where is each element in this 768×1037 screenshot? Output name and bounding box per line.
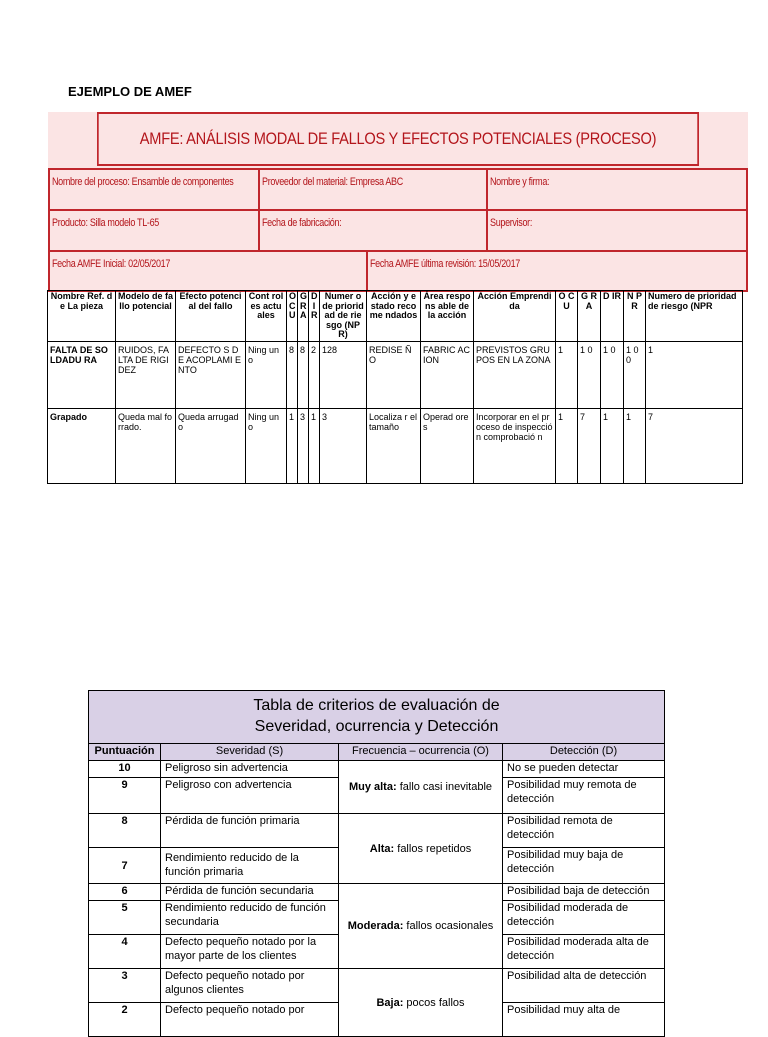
table-cell: 3 — [320, 408, 367, 483]
table-cell: 128 — [320, 341, 367, 408]
table-cell: 1 — [556, 408, 578, 483]
header-cell: Acción y estado recome ndados — [367, 291, 421, 342]
header-cell: O C U — [556, 291, 578, 342]
frequency-cell: Muy alta: fallo casi inevitable — [339, 761, 503, 814]
header-cell: Numero de prioridad de riesgo (NPR — [646, 291, 743, 342]
score-cell: 2 — [89, 1003, 161, 1037]
header-cell: D I R — [309, 291, 320, 342]
header-cell: Efecto potencial del fallo — [176, 291, 246, 342]
table-cell: 2 — [309, 341, 320, 408]
criteria-title: Tabla de criterios de evaluación de Severidad, ocurrencia y Detección — [89, 691, 665, 744]
criteria-row — [89, 969, 665, 1003]
frequency-cell: Moderada: fallos ocasionales — [339, 884, 503, 969]
severity-cell: Defecto pequeño notado por — [161, 1003, 339, 1037]
severity-cell: Peligroso sin advertencia — [161, 761, 339, 778]
table-cell: 1 — [287, 408, 298, 483]
table-cell: Queda arrugado — [176, 408, 246, 483]
table-cell: Grapado — [48, 408, 116, 483]
table-cell: 1 0 — [578, 341, 601, 408]
severity-cell: Defecto pequeño notado por la mayor parte de los clientes — [161, 935, 339, 969]
name-signature-field: Nombre y firma: — [486, 168, 748, 211]
detection-cell: Posibilidad moderada de detección — [503, 901, 665, 935]
table-cell: REDISE ÑO — [367, 341, 421, 408]
manufacture-date-field: Fecha de fabricación: — [258, 209, 488, 252]
table-cell: 7 — [646, 408, 743, 483]
table-cell: 1 — [309, 408, 320, 483]
criteria-row — [89, 761, 665, 778]
detection-cell: Posibilidad muy alta de — [503, 1003, 665, 1037]
table-cell: Queda mal forrado. — [116, 408, 176, 483]
table-header-row — [48, 291, 743, 342]
document-heading: EJEMPLO DE AMEF — [68, 84, 192, 99]
severity-cell: Pérdida de función primaria — [161, 814, 339, 848]
criteria-header-row — [89, 744, 665, 761]
criteria-row — [89, 884, 665, 901]
header-cell: N P R — [624, 291, 646, 342]
severity-cell: Peligroso con advertencia — [161, 778, 339, 814]
revision-date-field: Fecha AMFE última revisión: 15/05/2017 — [366, 250, 748, 292]
header-cell: G R A — [298, 291, 309, 342]
detection-cell: Posibilidad muy baja de detección — [503, 848, 665, 884]
header-cell: Frecuencia – ocurrencia (O) — [339, 744, 503, 761]
score-cell: 3 — [89, 969, 161, 1003]
table-cell: DEFECTO S DE ACOPLAMI ENTO — [176, 341, 246, 408]
score-cell: 5 — [89, 901, 161, 935]
table-cell: Ning uno — [246, 408, 287, 483]
detection-cell: Posibilidad alta de detección — [503, 969, 665, 1003]
severity-cell: Rendimiento reducido de función secundaria — [161, 901, 339, 935]
score-cell: 9 — [89, 778, 161, 814]
detection-cell: No se pueden detectar — [503, 761, 665, 778]
table-cell: 3 — [298, 408, 309, 483]
supervisor-field: Supervisor: — [486, 209, 748, 252]
header-cell: Cont roles actu ales — [246, 291, 287, 342]
table-cell: 7 — [578, 408, 601, 483]
detection-cell: Posibilidad remota de detección — [503, 814, 665, 848]
amef-table — [47, 290, 743, 484]
table-cell: 1 — [556, 341, 578, 408]
table-cell: FABRIC ACION — [421, 341, 474, 408]
criteria-table — [88, 690, 665, 1037]
header-cell: O C U — [287, 291, 298, 342]
detection-cell: Posibilidad baja de detección — [503, 884, 665, 901]
table-row — [48, 408, 743, 483]
amfe-header — [48, 112, 748, 292]
table-cell: Incorporar en el proceso de inspección comprobació n — [474, 408, 556, 483]
product-field: Producto: Silla modelo TL-65 — [48, 209, 260, 252]
score-cell: 10 — [89, 761, 161, 778]
header-cell: D IR — [601, 291, 624, 342]
supplier-field: Proveedor del material: Empresa ABC — [258, 168, 488, 211]
severity-cell: Rendimiento reducido de la función primaria — [161, 848, 339, 884]
table-cell: 1 0 — [601, 341, 624, 408]
table-cell: 1 0 0 — [624, 341, 646, 408]
score-cell: 7 — [89, 848, 161, 884]
header-cell: Detección (D) — [503, 744, 665, 761]
table-cell: Ning uno — [246, 341, 287, 408]
process-name-field: Nombre del proceso: Ensamble de componentes — [48, 168, 260, 211]
table-cell: 1 — [624, 408, 646, 483]
header-cell: Puntuación — [89, 744, 161, 761]
header-cell: Acción Emprendida — [474, 291, 556, 342]
table-row — [48, 341, 743, 408]
criteria-row — [89, 814, 665, 848]
header-cell: Severidad (S) — [161, 744, 339, 761]
table-cell: 1 — [601, 408, 624, 483]
detection-cell: Posibilidad moderada alta de detección — [503, 935, 665, 969]
severity-cell: Defecto pequeño notado por algunos clientes — [161, 969, 339, 1003]
table-cell: 1 — [646, 341, 743, 408]
severity-cell: Pérdida de función secundaria — [161, 884, 339, 901]
detection-cell: Posibilidad muy remota de detección — [503, 778, 665, 814]
header-cell: Área respons able de la acción — [421, 291, 474, 342]
amfe-title: AMFE: ANÁLISIS MODAL DE FALLOS Y EFECTOS POTENCIALES (PROCESO) — [97, 112, 699, 166]
table-cell: Localiza r el tamaño — [367, 408, 421, 483]
frequency-cell: Alta: fallos repetidos — [339, 814, 503, 884]
score-cell: 4 — [89, 935, 161, 969]
table-cell: Operad ores — [421, 408, 474, 483]
table-cell: 8 — [287, 341, 298, 408]
score-cell: 8 — [89, 814, 161, 848]
table-cell: FALTA DE SOLDADU RA — [48, 341, 116, 408]
table-cell: RUIDOS, FALTA DE RIGIDEZ — [116, 341, 176, 408]
score-cell: 6 — [89, 884, 161, 901]
frequency-cell: Baja: pocos fallos — [339, 969, 503, 1037]
initial-date-field: Fecha AMFE Inicial: 02/05/2017 — [48, 250, 368, 292]
header-cell: Numer o de priorid ad de riesgo (NPR) — [320, 291, 367, 342]
header-cell: Modelo de fallo potencial — [116, 291, 176, 342]
table-cell: PREVISTOS GRUPOS EN LA ZONA — [474, 341, 556, 408]
table-cell: 8 — [298, 341, 309, 408]
header-cell: G R A — [578, 291, 601, 342]
header-cell: Nombre Ref. de La pieza — [48, 291, 116, 342]
